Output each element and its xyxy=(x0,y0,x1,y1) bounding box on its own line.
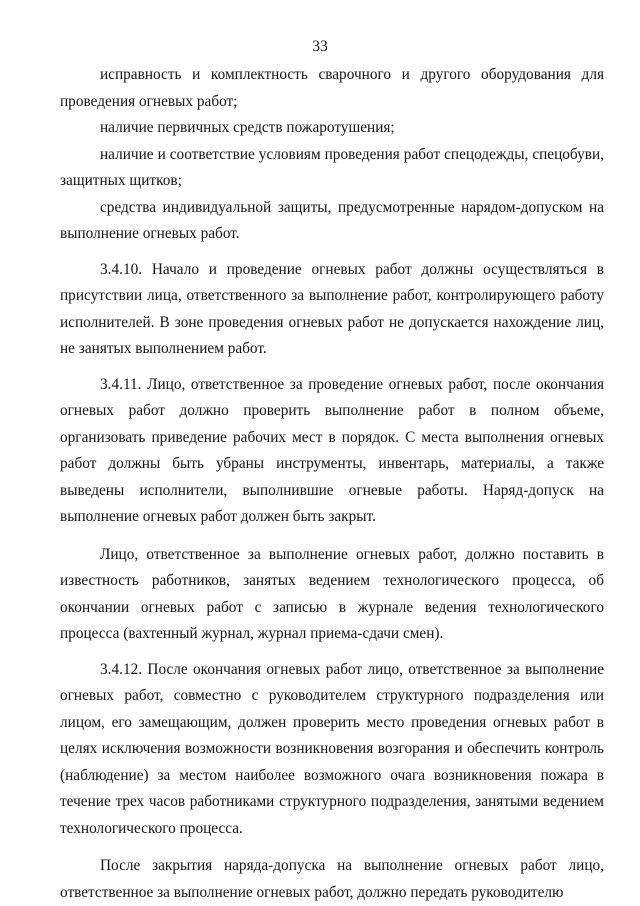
paragraph-equipment-serviceability: исправность и комплектность сварочного и другого оборудования для проведения огневых работ; xyxy=(60,66,604,110)
paragraph-permit-closure: После закрытия наряда-допуска на выполнение огневых работ лицо, ответственное за выполнение огневых работ, должно передать руководителю xyxy=(60,857,604,901)
paragraph-3-4-11: 3.4.11. Лицо, ответственное за проведение огневых работ, после окончания огневых работ должно проверить выполнение работ в полном объеме, организовать приведение рабочих мест в порядок. С места выполнения огневых работ должны быть убраны инструменты, инвентарь, материалы, а также выведены исполнители, выполнившие огневые работы. Наряд-допуск на выполнение огневых работ должен быть закрыт. xyxy=(60,375,604,525)
paragraph-workwear: наличие и соответствие условиям проведения работ спецодежды, спецобуви, защитных щитков; xyxy=(60,145,604,189)
paragraph-responsible-person: Лицо, ответственное за выполнение огневых работ, должно поставить в известность работников, занятых ведением технологического процесса, об окончании огневых работ с записью в журнале ведения технологического процесса (вахтенный журнал, журнал приема-сдачи смен). xyxy=(60,545,604,642)
page-number: 33 xyxy=(312,38,328,55)
paragraph-fire-extinguishing-means: наличие первичных средств пожаротушения; xyxy=(100,119,395,136)
paragraph-protective-equipment: средства индивидуальной защиты, предусмотренные нарядом-допуском на выполнение огневых работ. xyxy=(60,198,604,242)
body-text xyxy=(60,62,604,906)
paragraph-3-4-10: 3.4.10. Начало и проведение огневых работ должны осуществляться в присутствии лица, ответственного за выполнение работ, контролирующего работу исполнителей. В зоне проведения огневых работ не допускается нахождение лиц, не занятых выполнением работ. xyxy=(60,260,604,357)
paragraph-3-4-12: 3.4.12. После окончания огневых работ лицо, ответственное за выполнение огневых работ, совместно с руководителем структурного подразделения или лицом, его замещающим, должен проверить место проведения огневых работ в целях исключения возможности возникновения возгорания и обеспечить контроль (наблюдение) за местом наиболее возможного очага возникновения пожара в течение трех часов работниками структурного подразделения, занятыми ведением технологического процесса. xyxy=(60,660,604,837)
